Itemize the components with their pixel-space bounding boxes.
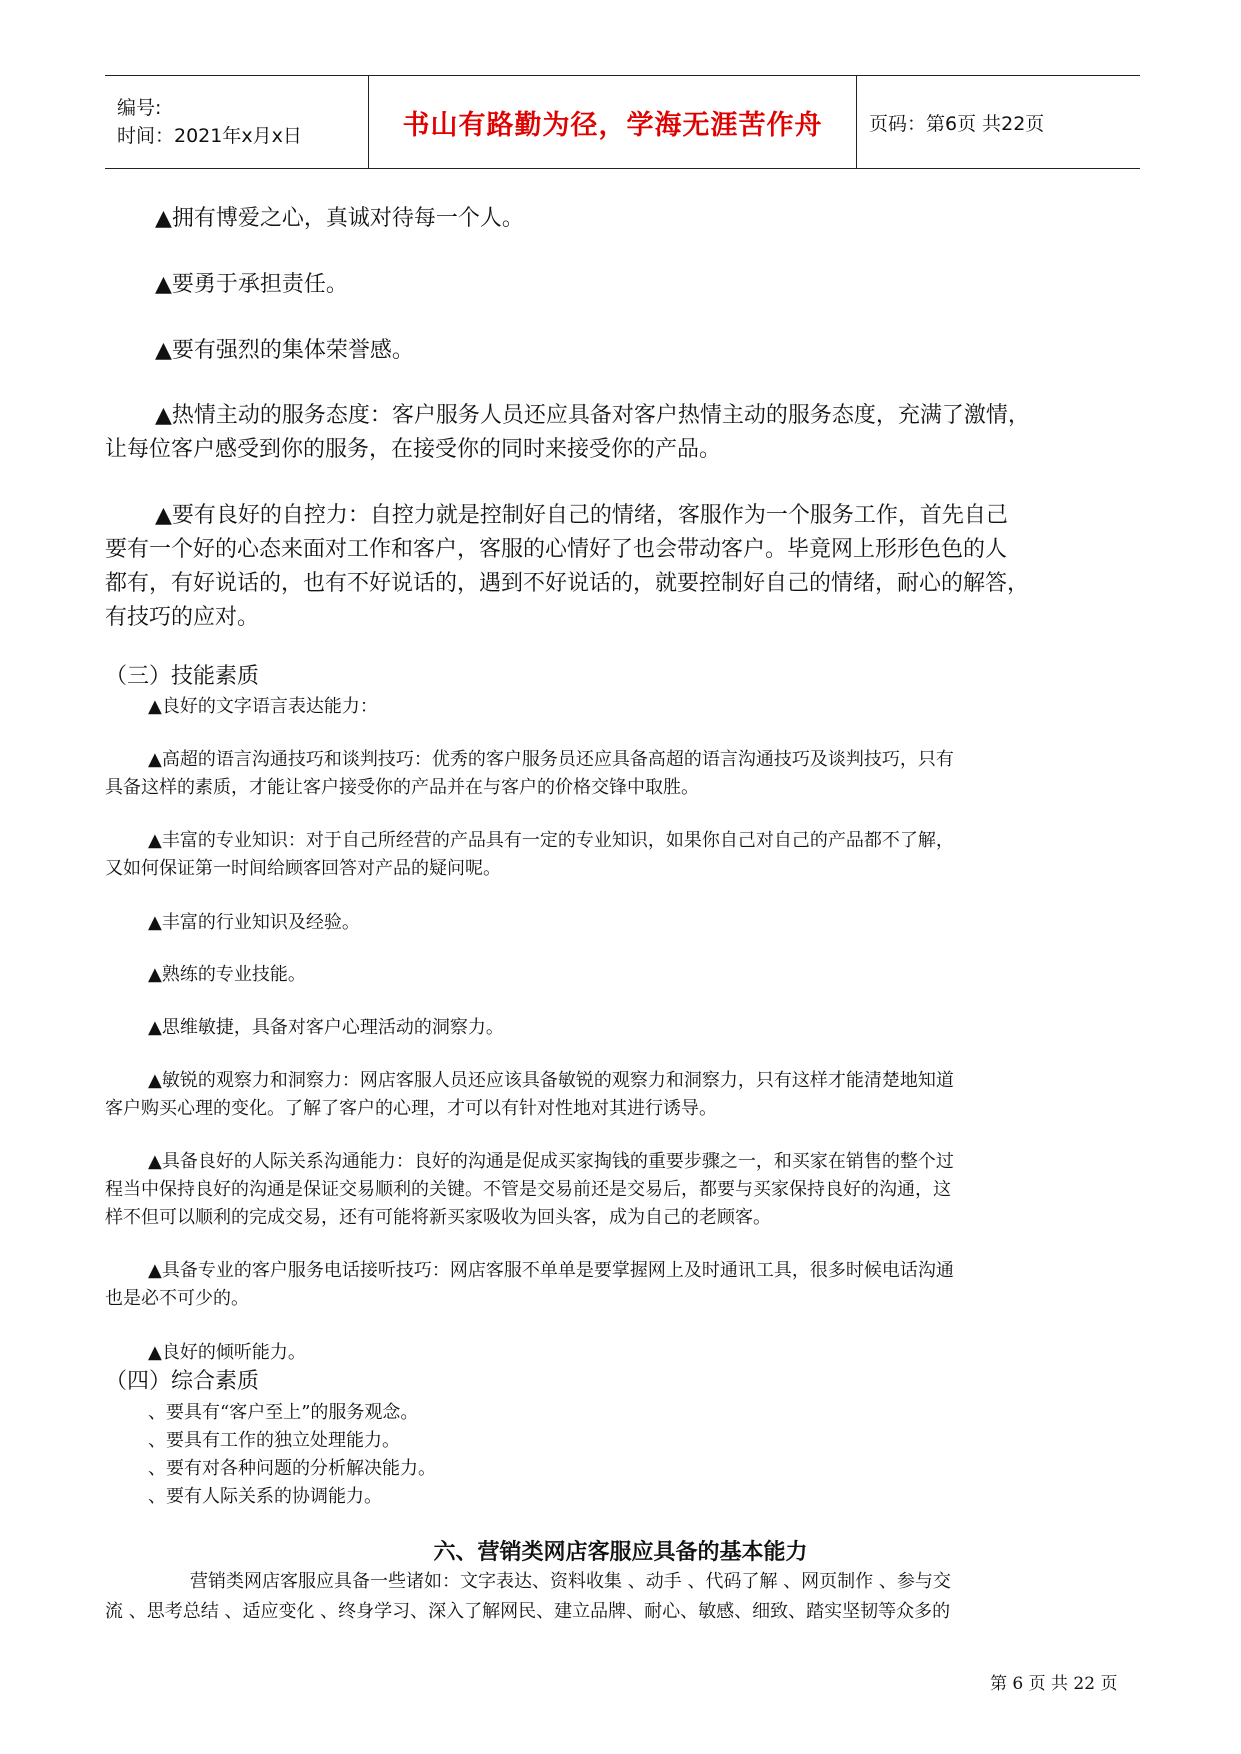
section-heading-skills: （三）技能素质 xyxy=(105,664,260,689)
list-item: 、要具有“客户至上”的服务观念。 xyxy=(148,1402,419,1423)
paragraph-line: 客户购买心理的变化。了解了客户的心理，才可以有针对性地对其进行诱导。 xyxy=(105,1098,717,1119)
header-motto: 书山有路勤为径，学海无涯苦作舟 xyxy=(402,109,823,141)
paragraph-line: 又如何保证第一时间给顾客回答对产品的疑问呢。 xyxy=(105,858,501,879)
paragraph-line: 样不但可以顺利的完成交易，还有可能将新买家吸收为回头客，成为自己的老顾客。 xyxy=(105,1207,771,1228)
page-header xyxy=(105,75,1140,169)
bullet-paragraph: ▲要有强烈的集体荣誉感。 xyxy=(155,338,414,363)
document-time-label: 时间：2021年x月x日 xyxy=(117,125,302,147)
document-number-label: 编号: xyxy=(117,97,162,119)
bullet-paragraph: ▲良好的倾听能力。 xyxy=(148,1342,306,1363)
paragraph-line: ▲具备良好的人际关系沟通能力：良好的沟通是促成买家掏钱的重要步骤之一，和买家在销售的整个过 xyxy=(148,1151,954,1172)
paragraph-line: 要有一个好的心态来面对工作和客户，客服的心情好了也会带动客户。毕竟网上形形色色的人 xyxy=(105,537,1008,562)
bullet-paragraph: ▲要勇于承担责任。 xyxy=(155,272,348,297)
chapter-heading: 六、营销类网店客服应具备的基本能力 xyxy=(433,1540,808,1565)
section-heading-overall: （四）综合素质 xyxy=(105,1369,260,1394)
bullet-paragraph: ▲熟练的专业技能。 xyxy=(148,964,306,985)
paragraph-line: ▲丰富的专业知识：对于自己所经营的产品具有一定的专业知识，如果你自己对自己的产品都不了解， xyxy=(148,830,954,851)
paragraph-line: ▲敏锐的观察力和洞察力：网店客服人员还应该具备敏锐的观察力和洞察力，只有这样才能清楚地知道 xyxy=(148,1070,954,1091)
paragraph-line: ▲高超的语言沟通技巧和谈判技巧：优秀的客户服务员还应具备高超的语言沟通技巧及谈判技巧，只有 xyxy=(148,749,954,770)
paragraph-line: 营销类网店客服应具备一些诸如：文字表达、资料收集 、动手 、代码了解 、网页制作 、参与交 xyxy=(190,1571,951,1592)
header-motto-cell xyxy=(369,76,857,168)
paragraph-line: ▲具备专业的客户服务电话接听技巧：网店客服不单单是要掌握网上及时通讯工具，很多时候电话沟通 xyxy=(148,1260,954,1281)
bullet-paragraph: ▲良好的文字语言表达能力： xyxy=(148,696,378,717)
paragraph-line: 具备这样的素质，才能让客户接受你的产品并在与客户的价格交锋中取胜。 xyxy=(105,777,699,798)
list-item: 、要有对各种问题的分析解决能力。 xyxy=(148,1458,436,1479)
list-item: 、要有人际关系的协调能力。 xyxy=(148,1486,382,1507)
paragraph-line: 让每位客户感受到你的服务，在接受你的同时来接受你的产品。 xyxy=(105,437,722,462)
list-item: 、要具有工作的独立处理能力。 xyxy=(148,1430,400,1451)
bullet-paragraph: ▲丰富的行业知识及经验。 xyxy=(148,912,360,933)
bullet-paragraph: ▲思维敏捷，具备对客户心理活动的洞察力。 xyxy=(148,1017,504,1038)
header-page-info: 页码：第6页 共22页 xyxy=(869,112,1045,135)
paragraph-line: 都有，有好说话的，也有不好说话的，遇到不好说话的，就要控制好自己的情绪，耐心的解答， xyxy=(105,571,1030,596)
paragraph-line: 也是必不可少的。 xyxy=(105,1288,249,1309)
paragraph-line: ▲热情主动的服务态度：客户服务人员还应具备对客户热情主动的服务态度，充满了激情， xyxy=(155,403,1030,428)
paragraph-line: 程当中保持良好的沟通是保证交易顺利的关键。不管是交易前还是交易后，都要与买家保持良好的沟通，这 xyxy=(105,1179,951,1200)
paragraph-line: 有技巧的应对。 xyxy=(105,605,260,630)
header-left-cell xyxy=(105,76,369,168)
bullet-paragraph: ▲拥有博爱之心，真诚对待每一个人。 xyxy=(155,206,524,231)
page-footer: 第 6 页 共 22 页 xyxy=(990,1674,1118,1694)
paragraph-line: 流 、思考总结 、适应变化 、终身学习、深入了解网民、建立品牌、耐心、敏感、细致、踏实坚韧等众多的 xyxy=(105,1601,951,1622)
header-page-cell xyxy=(857,76,1140,168)
paragraph-line: ▲要有良好的自控力：自控力就是控制好自己的情绪，客服作为一个服务工作，首先自己 xyxy=(155,503,1008,528)
